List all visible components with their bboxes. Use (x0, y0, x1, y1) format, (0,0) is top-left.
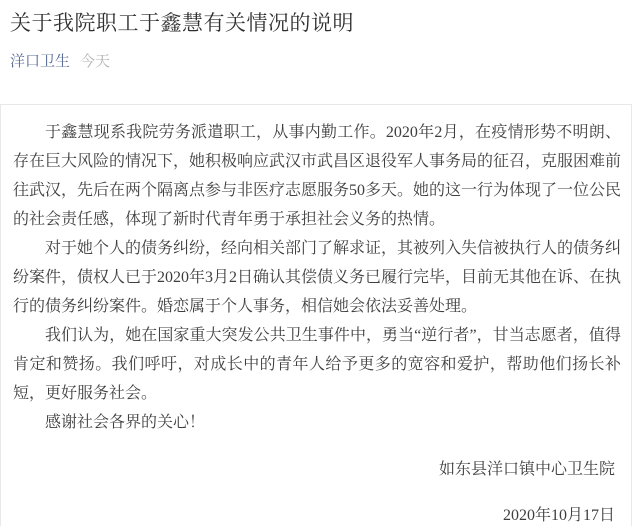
statement-paragraph-4: 感谢社会各界的关心！ (45, 414, 206, 431)
statement-paragraph-3: 我们认为，她在国家重大突发公共卫生事件中，勇当“逆行者”，甘当志愿者，值得肯定和赞扬。我们呼吁，对成长中的青年人给予更多的宽容和爱护，帮助他们扬长补短，更好服务社会。 (13, 327, 621, 402)
signature-date: 2020年10月17日 (502, 507, 615, 524)
publish-time: 今天 (80, 53, 111, 70)
signature-block (13, 460, 621, 526)
statement-paragraph-2: 对于她个人的债务纠纷，经向相关部门了解求证，其被列入失信被执行人的债务纠纷案件，债权人已于2020年3月2日确认其偿债义务已履行完毕，目前无其他在诉、在执行的债务纠纷案件。婚恋属于个人事务，相信她会依法妥善处理。 (13, 240, 622, 315)
article-header (0, 0, 632, 71)
signature-org: 如东县洋口镇中心卫生院 (438, 461, 615, 478)
page-title: 关于我院职工于鑫慧有关情况的说明 (10, 12, 354, 35)
byline (10, 53, 620, 71)
statement-paragraph-1: 于鑫慧现系我院劳务派遣职工，从事内勤工作。2020年2月，在疫情形势不明朗、存在巨大风险的情况下，她积极响应武汉市武昌区退役军人事务局的征召，克服困难前往武汉，先后在两个隔离点参与非医疗志愿服务50多天。她的这一行为体现了一位公民的社会责任感，体现了新时代青年勇于承担社会义务的热情。 (13, 124, 622, 228)
statement-body (0, 104, 632, 526)
account-source-link[interactable]: 洋口卫生 (10, 53, 71, 70)
